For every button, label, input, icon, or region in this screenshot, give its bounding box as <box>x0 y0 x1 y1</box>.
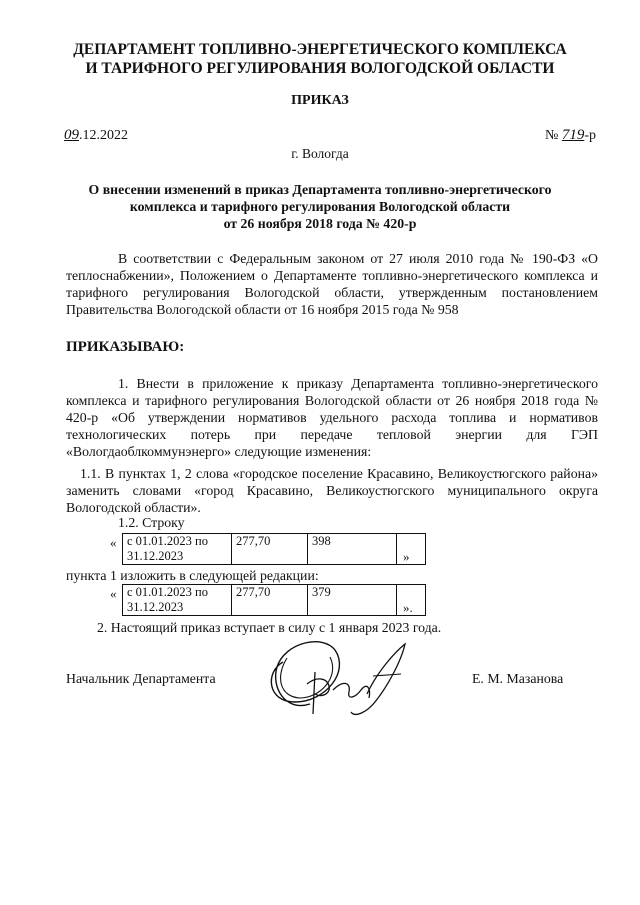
item-1-1-paragraph <box>66 465 598 516</box>
item-1-2-tail: пункта 1 изложить в следующей редакции: <box>66 568 319 583</box>
subject-line-1: О внесении изменений в приказ Департамента топливно-энергетического <box>88 182 552 197</box>
new-row-close-quote: ». <box>403 600 413 615</box>
date-printed: .12.2022 <box>79 128 128 143</box>
old-rate-table <box>122 533 426 565</box>
period-cell <box>123 585 232 616</box>
decree-heading: ПРИКАЗЫВАЮ: <box>66 339 185 355</box>
number-handwritten: 719 <box>561 127 585 143</box>
department-line-2: И ТАРИФНОГО РЕГУЛИРОВАНИЯ ВОЛОГОДСКОЙ ОБЛАСТИ <box>85 60 555 77</box>
old-row-open-quote: « <box>110 535 117 550</box>
subject-line-3: от 26 ноября 2018 года № 420-р <box>223 216 417 231</box>
value-2-cell: 398 <box>308 534 397 565</box>
old-row-close-quote: » <box>403 549 410 564</box>
order-number <box>545 127 596 144</box>
number-suffix: -р <box>584 128 596 143</box>
handwritten-signature <box>255 632 415 722</box>
period-line-2: 31.12.2023 <box>127 600 184 614</box>
order-date <box>64 127 128 144</box>
city: г. Вологда <box>291 146 349 161</box>
basis-paragraph: В соответствии с Федеральным законом от 27 июля 2010 года № 190-ФЗ «О теплоснабжении», Положением о Департаменте топливно-энергетического комплекса и тарифного регулирования Вологодской области, утвержденным постановлением Правительства Вологодской области от 16 ноября 2015 года № 958 <box>66 251 598 317</box>
item-1-1-text: 1.1. В пунктах 1, 2 слова «городское поселение Красавино, Великоустюгского района» заменить словами «город Красавино, Великоустюгского муниципального округа Вологодской области». <box>66 466 598 515</box>
period-line-1: с 01.01.2023 по <box>127 534 208 548</box>
value-2-cell: 379 <box>308 585 397 616</box>
department-line-1: ДЕПАРТАМЕНТ ТОПЛИВНО-ЭНЕРГЕТИЧЕСКОГО КОМПЛЕКСА <box>73 41 567 58</box>
value-1-cell: 277,70 <box>232 585 308 616</box>
item-1-2-label: 1.2. Строку <box>118 515 185 530</box>
subject-line-2: комплекса и тарифного регулирования Вологодской области <box>129 199 511 214</box>
table-row <box>123 585 426 616</box>
document-type: ПРИКАЗ <box>291 93 349 108</box>
new-rate-table <box>122 584 426 616</box>
item-2-paragraph: 2. Настоящий приказ вступает в силу с 1 января 2023 года. <box>97 620 442 635</box>
item-1-paragraph: 1. Внести в приложение к приказу Департамента топливно-энергетического комплекса и тарифного регулирования Вологодской области от 26 ноября 2018 года № 420-р «Об утверждении нормативов удельного расхода топлива и нормативов технологических потерь при передаче тепловой энергии для ГЭП «Вологдаоблкоммунэнерго» следующие изменения: <box>66 376 598 459</box>
new-row-open-quote: « <box>110 586 117 601</box>
value-1-cell: 277,70 <box>232 534 308 565</box>
empty-cell <box>397 534 426 565</box>
order-subject <box>0 181 640 232</box>
signatory-position: Начальник Департамента <box>66 671 216 686</box>
period-line-1: с 01.01.2023 по <box>127 585 208 599</box>
number-prefix: № <box>544 128 559 143</box>
department-header <box>0 40 640 78</box>
date-handwritten: 09 <box>64 127 79 143</box>
signatory-name: Е. М. Мазанова <box>472 671 564 686</box>
period-cell <box>123 534 232 565</box>
period-line-2: 31.12.2023 <box>127 549 184 563</box>
table-row <box>123 534 426 565</box>
